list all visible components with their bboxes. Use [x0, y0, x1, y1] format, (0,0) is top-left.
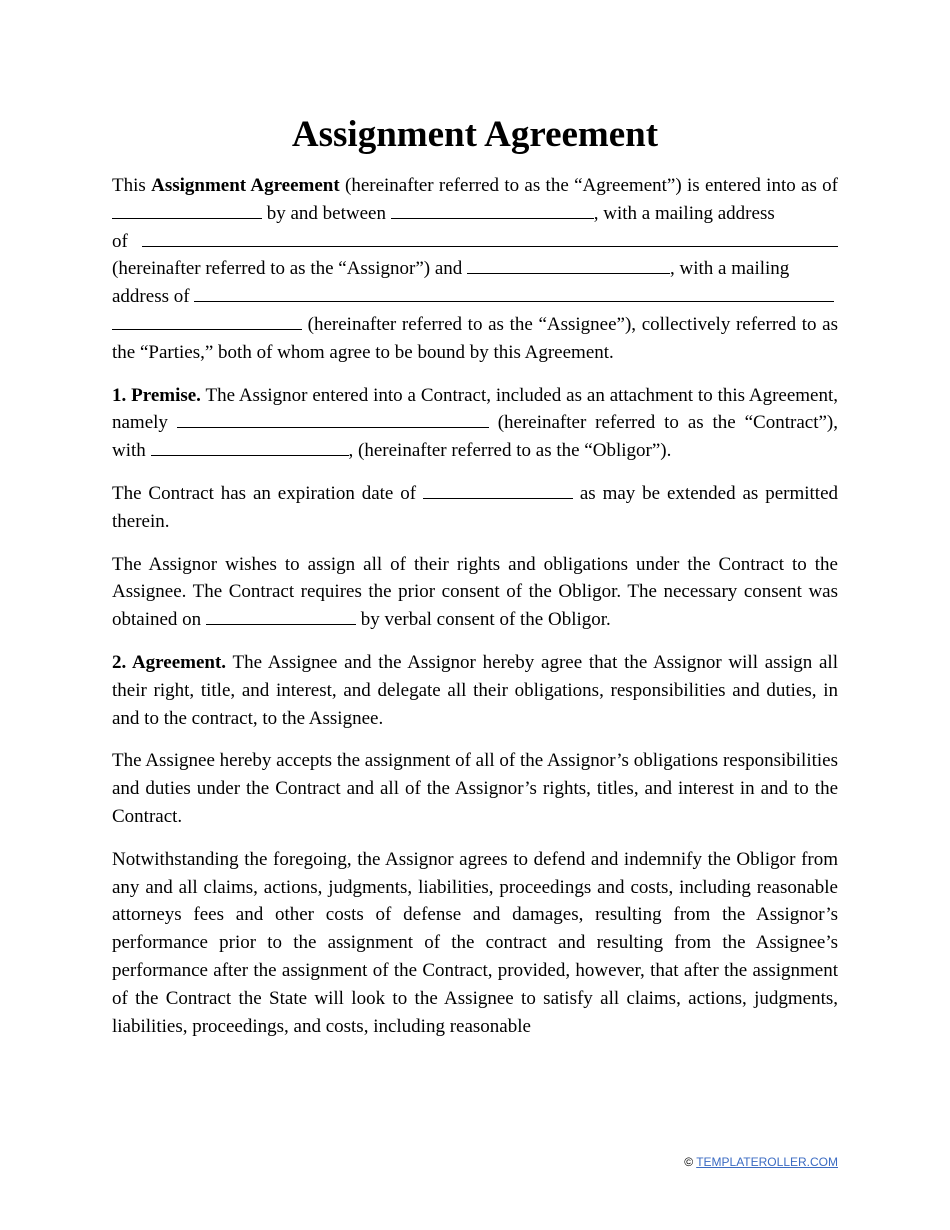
agreement-name: Assignment Agreement	[151, 175, 340, 196]
of-label: of	[112, 230, 128, 252]
assignor-address-blank[interactable]	[142, 229, 838, 247]
acceptance-paragraph: The Assignee hereby accepts the assignment of all of the Assignor’s obligations responsibilities and duties under the Contract and all of the Assignor’s rights, titles, and interest in and to the Contract.	[112, 750, 838, 827]
assignee-name-blank[interactable]	[467, 256, 670, 274]
consent-paragraph	[112, 551, 838, 634]
consent-text: The Assignor wishes to assign all of their rights and obligations under the Contract to the Assignee. The Contract requires the prior consent of the Obligor. The necessary consent was obtained on	[112, 553, 838, 631]
intro-paragraph	[112, 172, 838, 367]
premise-heading: 1. Premise.	[112, 384, 201, 406]
intro-text: (hereinafter referred to as the “Agreement”) is entered into as of	[339, 175, 839, 196]
consent-date-blank[interactable]	[206, 607, 356, 625]
assignee-address-cont-blank[interactable]	[112, 312, 302, 330]
agreement-paragraph	[112, 649, 838, 732]
intro-text: , with a mailing address	[593, 202, 775, 224]
templateroller-link[interactable]: TEMPLATEROLLER.COM	[696, 1155, 838, 1169]
consent-text: by verbal consent of the Obligor.	[355, 609, 611, 631]
expiration-text: The Contract has an expiration date of	[112, 482, 423, 504]
assignee-address-line	[112, 283, 838, 311]
intro-text: (hereinafter referred to as the “Assignee”), collectively referred to as the “Parties,” both of whom agree to be bound by this Agreement.	[112, 313, 838, 363]
agreement-text: The Assignee and the Assignor hereby agree that the Assignor will assign all their right, title, and interest, and delegate all their obligations, responsibilities and duties, in and to the contract, to the Assignee.	[112, 651, 838, 729]
assignor-name-blank[interactable]	[391, 201, 594, 219]
copyright-symbol: ©	[684, 1155, 697, 1169]
premise-text: The Assignor entered into a Contract, included as an attachment to this Agreement, namely	[112, 384, 838, 434]
obligor-name-blank[interactable]	[151, 438, 349, 456]
document-title: Assignment Agreement	[291, 114, 659, 155]
intro-text: This	[112, 175, 152, 196]
expiration-date-blank[interactable]	[423, 481, 573, 499]
expiration-paragraph	[112, 480, 838, 536]
address-of-label: address of	[112, 286, 190, 308]
expiration-text: as may be extended as permitted therein.	[112, 482, 838, 532]
assignor-address-line	[112, 228, 838, 256]
agreement-heading: 2. Agreement.	[112, 651, 227, 673]
assignee-address-blank[interactable]	[194, 284, 834, 302]
intro-text: (hereinafter referred to as the “Assignor”) and	[112, 258, 468, 280]
footer	[684, 1155, 838, 1169]
contract-name-blank[interactable]	[177, 410, 489, 428]
premise-paragraph	[112, 382, 838, 465]
intro-text: by and between	[262, 202, 391, 224]
document-page	[112, 112, 838, 1055]
intro-text: , with a mailing	[670, 258, 790, 280]
premise-text: (hereinafter referred to as the “Contract”), with	[112, 412, 838, 462]
indemnity-paragraph: Notwithstanding the foregoing, the Assignor agrees to defend and indemnify the Obligor from any and all claims, actions, judgments, liabilities, proceedings and costs, including reasonable attorneys fees and other costs of defense and damages, resulting from the Assignor’s performance prior to the assignment of the contract and resulting from the Assignee’s performance after the assignment of the Contract, provided, however, that after the assignment of the Contract the State will look to the Assignee to satisfy all claims, actions, judgments, liabilities, proceedings, and costs, including reasonable	[112, 848, 838, 1037]
premise-text: , (hereinafter referred to as the “Obligor”).	[348, 440, 672, 462]
date-blank[interactable]	[112, 201, 262, 219]
